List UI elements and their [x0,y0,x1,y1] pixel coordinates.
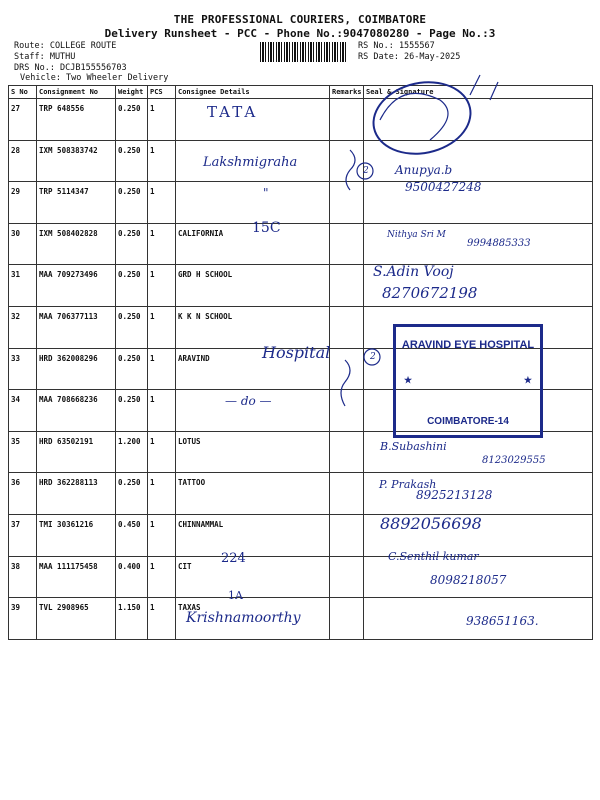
hand-lakshmi: Lakshmigraha [203,155,298,170]
cell-cno: HRD 63502191 [37,431,116,473]
cell-sno: 28 [9,140,37,182]
hand-15c: 15C [252,220,281,236]
cell-sno: 36 [9,473,37,515]
cell-pcs: 1 [148,306,176,348]
cell-weight: 0.250 [116,306,148,348]
cell-consignee: CIT [176,556,330,598]
cell-consignee: K K N SCHOOL [176,306,330,348]
hand-circled-two-2: 2 [370,352,376,362]
cell-sno: 33 [9,348,37,390]
cell-weight: 0.250 [116,473,148,515]
hand-tata: TATA [207,103,259,121]
rs-number: RS No.: 1555567 [358,41,435,51]
cell-consignee: CHINNAMMAL [176,514,330,556]
cell-consignee: GRD H SCHOOL [176,265,330,307]
hand-phone-39: 938651163. [466,614,539,628]
cell-cno: TRP 5114347 [37,182,116,224]
cell-weight: 0.450 [116,514,148,556]
cell-pcs: 1 [148,348,176,390]
hand-sign-30: Nithya Sri M [387,230,446,240]
vehicle-label: Vehicle: Two Wheeler Delivery [20,73,169,83]
cell-pcs: 1 [148,431,176,473]
cell-weight: 0.250 [116,390,148,432]
cell-cno: IXM 508383742 [37,140,116,182]
cell-weight: 0.250 [116,182,148,224]
hand-1a: 1A [228,589,243,602]
cell-consignee: LOTUS [176,431,330,473]
cell-pcs: 1 [148,514,176,556]
cell-weight: 0.250 [116,99,148,141]
stamp-city: COIMBATORE-14 [427,416,509,427]
hand-sign-31: S.Adin Vooj [373,264,454,280]
cell-consignee: TATTOO [176,473,330,515]
cell-sno: 32 [9,306,37,348]
col-remarks: Remarks [330,86,364,99]
stamp-name: ARAVIND EYE HOSPITAL [401,339,535,351]
cell-weight: 1.150 [116,598,148,640]
stamp-star-icon: ★ [404,375,413,385]
cell-pcs: 1 [148,223,176,265]
cell-pcs: 1 [148,556,176,598]
cell-weight: 1.200 [116,431,148,473]
document-subtitle: Delivery Runsheet - PCC - Phone No.:9047080280 - Page No.:3 [104,27,496,40]
cell-cno: MAA 706377113 [37,306,116,348]
hand-phone-29: 9500427248 [405,180,482,194]
cell-sno: 38 [9,556,37,598]
cell-weight: 0.250 [116,265,148,307]
cell-sno: 34 [9,390,37,432]
cell-pcs: 1 [148,99,176,141]
hand-sign-37: 8892056698 [380,514,482,533]
route-label: Route: COLLEGE ROUTE [14,41,117,51]
cell-pcs: 1 [148,390,176,432]
cell-weight: 0.250 [116,223,148,265]
col-weight: Weight [116,86,148,99]
col-signature: Seal & Signature [364,86,593,99]
stamp-star-icon: ★ [523,375,532,385]
cell-cno: TMI 30361216 [37,514,116,556]
cell-consignee: CALIFORNIA [176,223,330,265]
hand-circled-two-1: 2 [363,166,369,176]
cell-cno: TRP 648556 [37,99,116,141]
hand-ditto-1: " [263,186,269,200]
cell-sno: 30 [9,223,37,265]
cell-weight: 0.400 [116,556,148,598]
document-title: THE PROFESSIONAL COURIERS, COIMBATORE [173,13,427,26]
hand-phone-36: 8925213128 [416,488,493,502]
cell-sno: 39 [9,598,37,640]
cell-pcs: 1 [148,473,176,515]
cell-consignee: ARAVIND [176,348,330,390]
cell-pcs: 1 [148,182,176,224]
col-consignment: Consignment No [37,86,116,99]
cell-weight: 0.250 [116,140,148,182]
col-pcs: PCS [148,86,176,99]
cell-cno: MAA 111175458 [37,556,116,598]
hand-phone-35: 8123029555 [482,455,546,466]
hand-sign-36: P. Prakash [379,478,437,491]
cell-cno: MAA 709273496 [37,265,116,307]
drs-label: DRS No.: DCJB155556703 [14,63,127,73]
aravind-eye-hospital-stamp [393,324,543,438]
rs-date: RS Date: 26-May-2025 [358,52,461,62]
cell-cno: IXM 508402828 [37,223,116,265]
cell-pcs: 1 [148,140,176,182]
hand-sign-35: B.Subashini [380,440,447,453]
hand-ditto-2: — do — [225,394,272,408]
cell-sno: 37 [9,514,37,556]
col-sno: S No [9,86,37,99]
cell-cno: HRD 362008296 [37,348,116,390]
cell-cno: TVL 2908965 [37,598,116,640]
cell-cno: MAA 708668236 [37,390,116,432]
hand-phone-30: 9994885333 [467,238,531,249]
hand-phone-31: 8270672198 [382,284,478,302]
cell-pcs: 1 [148,265,176,307]
hand-224: 224 [221,551,246,566]
cell-sno: 31 [9,265,37,307]
cell-pcs: 1 [148,598,176,640]
hand-hospital: Hospital [262,343,331,362]
cell-weight: 0.250 [116,348,148,390]
hand-sign-29: Anupya.b [395,163,453,177]
cell-cno: HRD 362288113 [37,473,116,515]
cell-sno: 29 [9,182,37,224]
cell-consignee: TAXAS [176,598,330,640]
hand-phone-38: 8098218057 [430,573,507,587]
staff-label: Staff: MUTHU [14,52,76,62]
cell-sno: 35 [9,431,37,473]
hand-sign-38: C.Senthil kumar [388,550,479,563]
hand-krishnamoorthy: Krishnamoorthy [186,610,301,626]
col-consignee: Consignee Details [176,86,330,99]
cell-sno: 27 [9,99,37,141]
